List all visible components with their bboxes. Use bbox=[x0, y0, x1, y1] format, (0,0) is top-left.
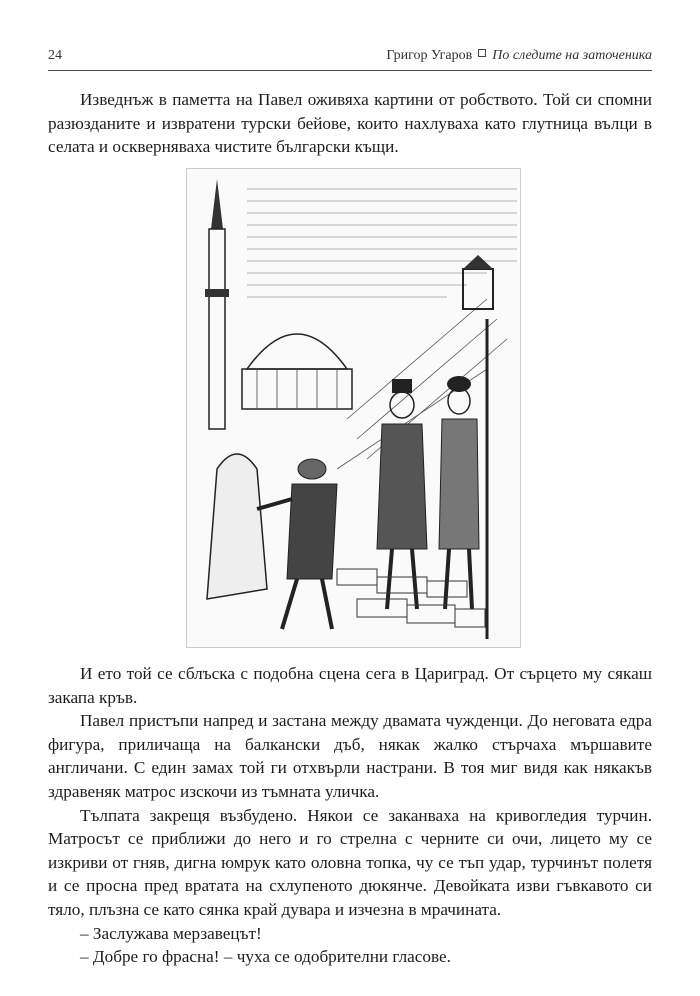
dialog-line: – Добре го фрасна! – чуха се одобрителни гласове. bbox=[80, 947, 451, 967]
book-title: По следите на заточеника bbox=[492, 48, 652, 63]
paragraph: Изведнъж в паметта на Павел оживяха картини от робството. Той си спомни разюзданите и извратени турски бейове, които нахлуваха като глутница вълци в селата и оскверняваха чистите български къщи. bbox=[48, 90, 652, 157]
square-separator-icon bbox=[478, 49, 486, 57]
header-rule bbox=[48, 70, 652, 71]
dialog-line: – Заслужава мерзавецът! bbox=[80, 923, 262, 943]
paragraph: Павел пристъпи напред и застана между двамата чужденци. До неговата едра фигура, приличаща на балкански дъб, някак жалко стърчаха мършавите англичани. С един замах той ги отхвърли настрани. В тоя миг видя как някакъв здравеняк матрос изскочи из тъмната уличка. bbox=[48, 711, 652, 801]
text-block-top bbox=[48, 88, 652, 159]
author-name: Григор Угаров bbox=[386, 48, 473, 63]
paragraph: Тълпата закрещя възбудено. Някои се заканваха на кривогледия турчин. Матросът се приближи до него и го стрелна с черните си очи, лицето му се изкриви от гняв, дигна юмрук като оловна топка, чу се тъп удар, турчинът полетя и се просна пред вратата на схлупеното дюкянче. Девойката изви гъвкавото си тяло, плъзна се като сянка край дувара и изчезна в мрачината. bbox=[48, 805, 652, 919]
engraving-illustration bbox=[186, 168, 521, 648]
paragraph: И ето той се сблъска с подобна сцена сега в Цариград. От сърцето му сякаш закапа кръв. bbox=[48, 664, 652, 707]
running-title bbox=[386, 48, 652, 64]
text-block-bottom bbox=[48, 662, 652, 969]
running-header bbox=[48, 44, 652, 68]
page-number: 24 bbox=[48, 48, 62, 63]
engraving-illustration-icon bbox=[187, 169, 520, 647]
